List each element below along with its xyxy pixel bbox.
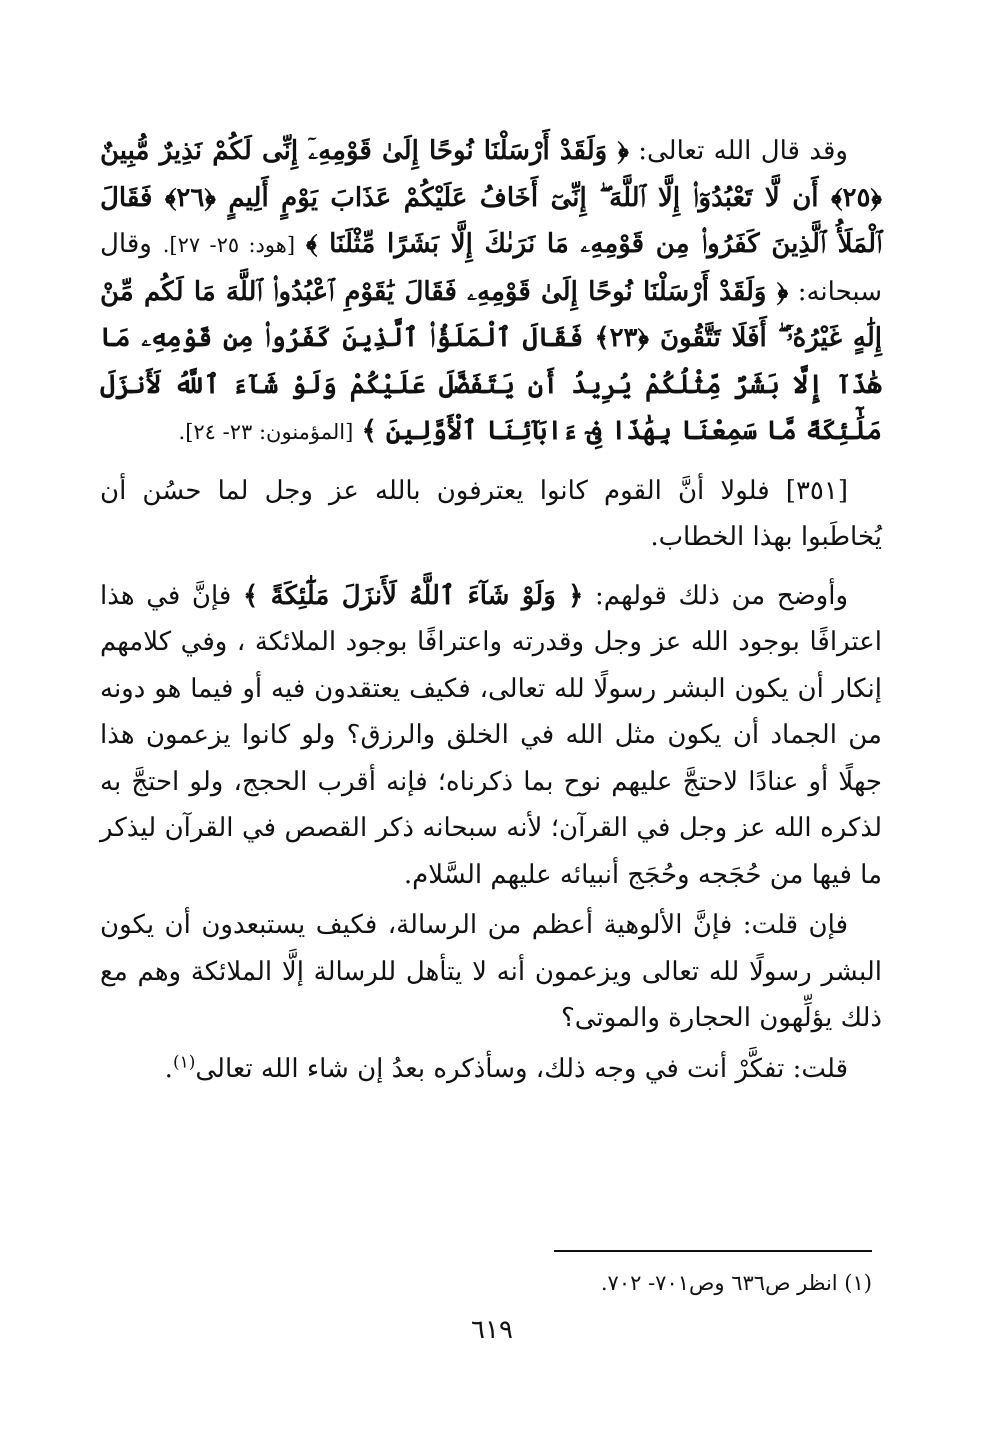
quran-quote: ﴿ وَلَوْ شَآءَ ٱللَّهُ لَأَنزَلَ مَلَٰٓئِكَةً ﴾ [242, 580, 584, 611]
verse-reference-hud: [هود: ٢٥- ٢٧]. [162, 233, 296, 257]
paragraph-explanation [100, 573, 882, 899]
footnote-marker[interactable]: (١) [172, 1051, 196, 1072]
footnote: (١) انظر ص٦٣٦ وص٧٠١- ٧٠٢. [600, 1271, 872, 1295]
paragraph-351: [٣٥١] فلولا أنَّ القوم كانوا يعترفون بالله عز وجل لما حسُن أن يُخاطَبوا بهذا الخطاب. [100, 475, 882, 552]
paragraph-answer [100, 1046, 882, 1093]
explanation-lead: وأوضح من ذلك قولهم: [595, 580, 849, 611]
main-text [100, 128, 882, 1092]
footnote-divider [554, 1250, 872, 1252]
quran-verse-hud: ﴿ وَلَقَدْ أَرْسَلْنَا نُوحًا إِلَىٰ قَوْمِهِۦٓ إِنِّى لَكُمْ نَذِيرٌ مُّبِينٌ ﴿٢٥﴾ أَن لَّا تَعْبُدُوٓا۟ إِلَّا ٱللَّهَ ۖ إِنِّىٓ أَخَافُ عَلَيْكُمْ عَذَابَ يَوْمٍ أَلِيمٍ ﴿٢٦﴾ فَقَالَ ٱلْمَلَأُ ٱلَّذِينَ كَفَرُوا۟ مِن قَوْمِهِۦ مَا نَرَىٰكَ إِلَّا بَشَرًا مِّثْلَنَا ﴾ [100, 136, 883, 259]
answer-text: قلت: تفكَّرْ أنت في وجه ذلك، وسأذكره بعدُ إن شاء الله تعالى [195, 1053, 848, 1084]
intro-text: وقد قال الله تعالى: [638, 136, 848, 166]
page-number: ٦١٩ [471, 1315, 513, 1345]
paragraph-quran-citations [100, 128, 882, 456]
verse-reference-muminun: [المؤمنون: ٢٣- ٢٤]. [178, 420, 354, 444]
paragraph-question: فإن قلت: فإنَّ الألوهية أعظم من الرسالة، فكيف يستبعدون أن يكون البشر رسولًا لله تعالى ويزعمون أنه لا يتأهل للرسالة إلَّا الملائكة وهم مع ذلك يؤلِّهون الحجارة والموتى؟ [100, 910, 882, 1033]
explanation-body: فإنَّ في هذا اعترافًا بوجود الله عز وجل وقدرته واعترافًا بوجود الملائكة ، وفي كلامهم إنكار أن يكون البشر رسولًا لله تعالى، فكيف يعتقدون فيه أو فيما هو دونه من الجماد أن يكون مثل الله في الخلق والرزق؟ ولو كانوا يزعمون هذا جهلًا أو عنادًا لاحتجَّ عليهم نوح بما ذكرناه؛ فإنه أقرب الحجج، ولو احتجَّ به لذكره الله عز وجل في القرآن؛ لأنه سبحانه ذكر القصص في القرآن ليذكر ما فيها من حُجَجه وحُجَج أنبيائه عليهم السَّلام. [100, 580, 882, 890]
transition-text: وقال سبحانه: [100, 229, 882, 307]
answer-end: . [164, 1053, 173, 1084]
quran-verse-muminun: ﴿ وَلَقَدْ أَرْسَلْنَا نُوحًا إِلَىٰ قَوْمِهِۦ فَقَالَ يَٰقَوْمِ ٱعْبُدُوا۟ ٱللَّهَ مَا لَكُم مِّنْ إِلَٰهٍ غَيْرُهُۥٓ ۖ أَفَلَا تَتَّقُونَ ﴿٢٣﴾ فَقَالَ ٱلْمَلَؤُا۟ ٱلَّذِينَ كَفَرُوا۟ مِن قَوْمِهِۦ مَا هَٰذَآ إِلَّا بَشَرٌ مِّثْلُكُمْ يُرِيدُ أَن يَتَفَضَّلَ عَلَيْكُمْ وَلَوْ شَآءَ ٱللَّهُ لَأَنزَلَ مَلَٰٓئِكَةً مَّا سَمِعْنَا بِهَٰذَا فِىٓ ءَابَآئِنَا ٱلْأَوَّلِينَ ﴾ [100, 276, 882, 446]
